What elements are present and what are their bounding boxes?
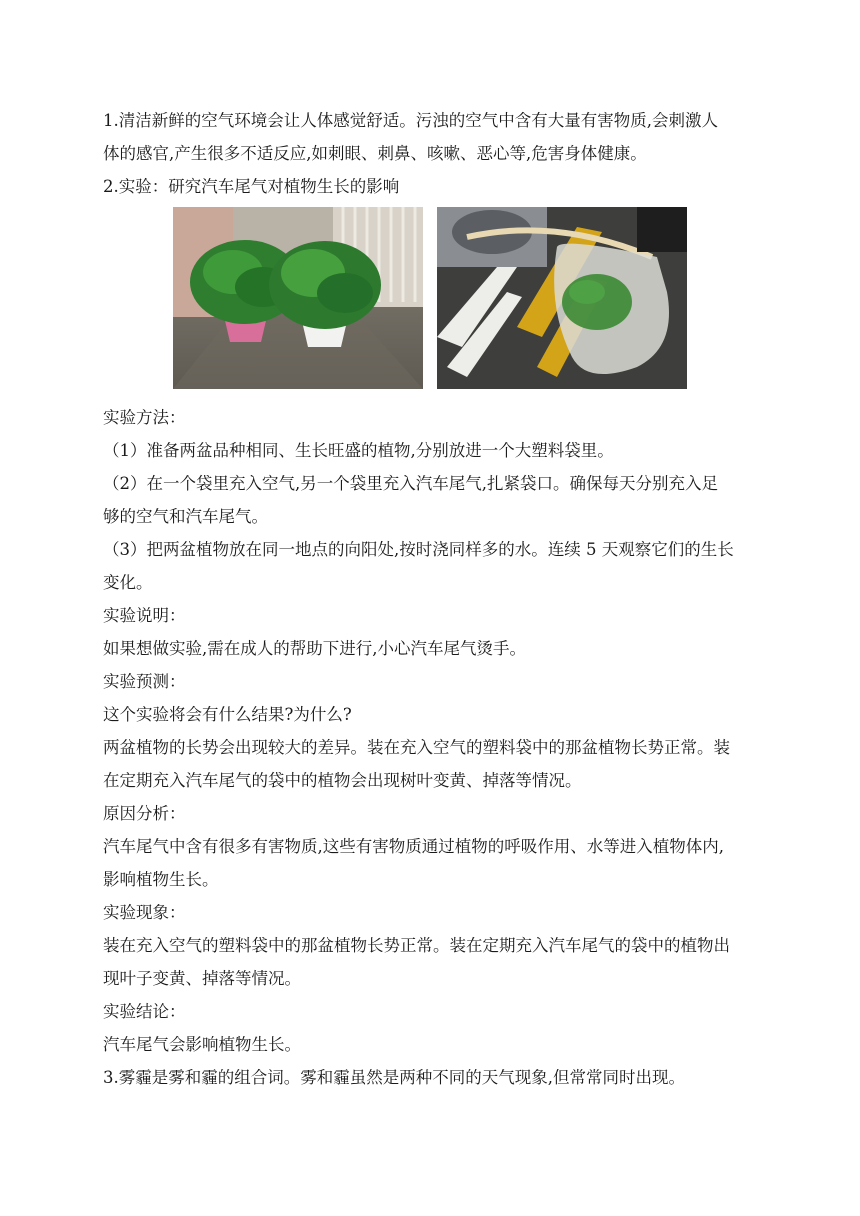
document-body: [103, 104, 763, 1094]
section-heading: 2.实验：研究汽车尾气对植物生长的影响: [103, 177, 400, 196]
paragraph-line: 汽车尾气会影响植物生长。: [103, 1035, 301, 1054]
paragraph-line: 这个实验将会有什么结果?为什么?: [103, 705, 352, 724]
subheading: 实验结论：: [103, 1002, 186, 1021]
plant-in-bag-exhaust-photo: [437, 207, 687, 389]
subheading: 实验说明：: [103, 606, 186, 625]
subheading: 实验现象：: [103, 903, 186, 922]
paragraph-line: 3.雾霾是雾和霾的组合词。雾和霾虽然是两种不同的天气现象,但常常同时出现。: [103, 1068, 685, 1087]
paragraph-line: 两盆植物的长势会出现较大的差异。装在充入空气的塑料袋中的那盆植物长势正常。装: [103, 738, 730, 757]
step-line: （2）在一个袋里充入空气,另一个袋里充入汽车尾气,扎紧袋口。确保每天分别充入足: [103, 474, 718, 493]
two-potted-plants-photo: [173, 207, 423, 389]
subheading: 原因分析：: [103, 804, 186, 823]
paragraph-line: 汽车尾气中含有很多有害物质,这些有害物质通过植物的呼吸作用、水等进入植物体内,: [103, 837, 724, 856]
paragraph-line: 装在充入空气的塑料袋中的那盆植物长势正常。装在定期充入汽车尾气的袋中的植物出: [103, 936, 730, 955]
paragraph-line: 现叶子变黄、掉落等情况。: [103, 969, 301, 988]
subheading: 实验预测：: [103, 672, 186, 691]
experiment-photos: [173, 207, 763, 389]
step-line: 变化。: [103, 573, 153, 592]
step-line: （1）准备两盆品种相同、生长旺盛的植物,分别放进一个大塑料袋里。: [103, 441, 614, 460]
paragraph-line: 体的感官,产生很多不适反应,如刺眼、刺鼻、咳嗽、恶心等,危害身体健康。: [103, 144, 647, 163]
paragraph-line: 如果想做实验,需在成人的帮助下进行,小心汽车尾气烫手。: [103, 639, 526, 658]
subheading: 实验方法：: [103, 408, 186, 427]
step-line: （3）把两盆植物放在同一地点的向阳处,按时浇同样多的水。连续 5 天观察它们的生长: [103, 540, 734, 559]
step-line: 够的空气和汽车尾气。: [103, 507, 268, 526]
paragraph-line: 1.清洁新鲜的空气环境会让人体感觉舒适。污浊的空气中含有大量有害物质,会刺激人: [103, 111, 718, 130]
paragraph-line: 在定期充入汽车尾气的袋中的植物会出现树叶变黄、掉落等情况。: [103, 771, 582, 790]
paragraph-line: 影响植物生长。: [103, 870, 219, 889]
